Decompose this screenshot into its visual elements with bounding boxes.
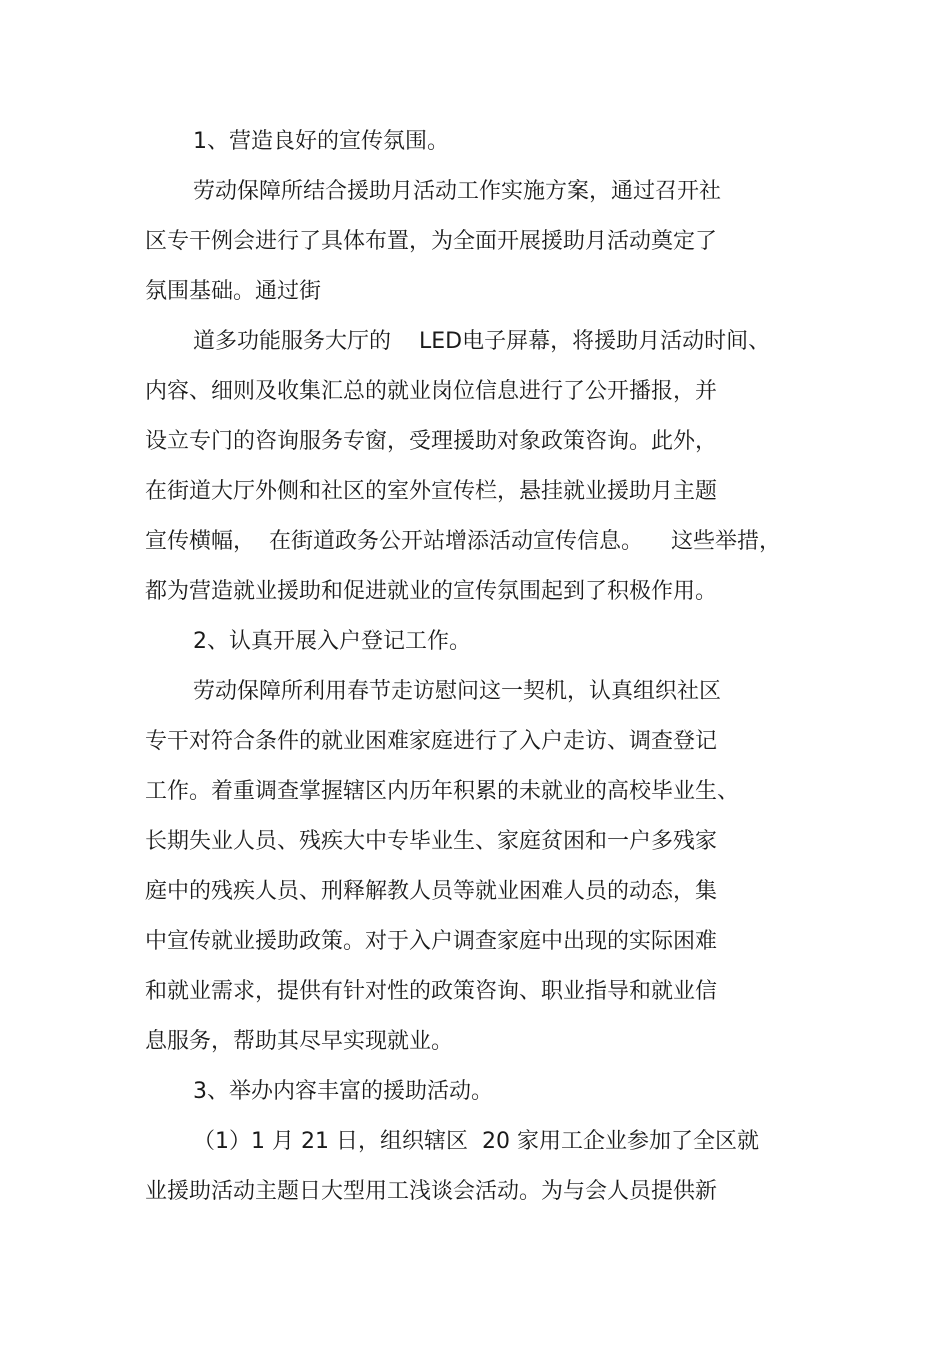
heading-1: 1、营造良好的宣传氛围。 [193,129,449,154]
paragraph-3-line-4: 长期失业人员、残疾大中专毕业生、家庭贫困和一户多残家 [145,829,718,854]
paragraph-1-line-1: 劳动保障所结合援助月活动工作实施方案，通过召开社 [193,179,722,204]
paragraph-4-line-1: （1）1 月 21 日，组织辖区 20 家用工企业参加了全区就 [193,1129,759,1154]
paragraph-3-line-6: 中宣传就业援助政策。对于入户调查家庭中出现的实际困难 [145,929,718,954]
paragraph-2-line-6: 都为营造就业援助和促进就业的宣传氛围起到了积极作用。 [145,579,718,604]
paragraph-3-line-7: 和就业需求，提供有针对性的政策咨询、职业指导和就业信 [145,979,718,1004]
paragraph-3-line-1: 劳动保障所利用春节走访慰问这一契机，认真组织社区 [193,679,722,704]
paragraph-1-line-2: 区专干例会进行了具体布置，为全面开展援助月活动奠定了 [145,229,718,254]
paragraph-2-line-4: 在街道大厅外侧和社区的室外宣传栏，悬挂就业援助月主题 [145,479,718,504]
heading-3: 3、举办内容丰富的援助活动。 [193,1079,493,1104]
paragraph-3-line-3: 工作。着重调查掌握辖区内历年积累的未就业的高校毕业生、 [145,779,740,804]
paragraph-3-line-8: 息服务，帮助其尽早实现就业。 [145,1029,454,1054]
paragraph-3-line-2: 专干对符合条件的就业困难家庭进行了入户走访、调查登记 [145,729,718,754]
paragraph-2-line-1: 道多功能服务大厅的 LED电子屏幕，将援助月活动时间、 [193,329,771,354]
paragraph-1-line-3: 氛围基础。通过街 [145,279,322,304]
paragraph-4-line-2: 业援助活动主题日大型用工浅谈会活动。为与会人员提供新 [145,1179,718,1204]
paragraph-3-line-5: 庭中的残疾人员、刑释解教人员等就业困难人员的动态，集 [145,879,718,904]
paragraph-2-line-3: 设立专门的咨询服务专窗，受理援助对象政策咨询。此外， [145,429,718,454]
paragraph-2-line-2: 内容、细则及收集汇总的就业岗位信息进行了公开播报，并 [145,379,718,404]
heading-2: 2、认真开展入户登记工作。 [193,629,471,654]
paragraph-2-line-5: 宣传横幅， 在街道政务公开站增添活动宣传信息。 这些举措， [145,529,781,554]
